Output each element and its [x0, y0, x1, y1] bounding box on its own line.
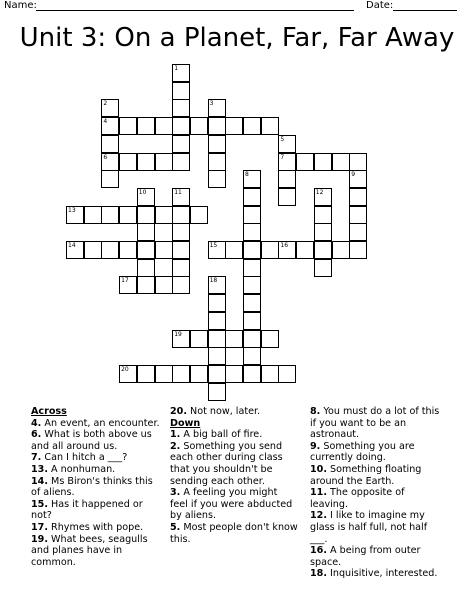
- clue: [31, 452, 161, 464]
- clue-text: An event, an encounter.: [41, 417, 160, 429]
- crossword-cell[interactable]: [137, 276, 155, 294]
- date-label: Date:: [366, 0, 394, 11]
- crossword-cell[interactable]: [172, 223, 190, 241]
- crossword-cell[interactable]: [155, 241, 173, 259]
- clue-number: 4.: [31, 417, 42, 429]
- clue-number: 9.: [310, 440, 321, 452]
- clue-text: Ms Biron's thinks this of aliens.: [31, 475, 153, 499]
- clue: [31, 476, 161, 499]
- clue-text: Can I hitch a ___?: [41, 452, 128, 464]
- crossword-cell[interactable]: [208, 241, 226, 259]
- clue-number: 19.: [31, 533, 48, 545]
- crossword-cell[interactable]: [155, 365, 173, 383]
- crossword-cell[interactable]: [243, 188, 261, 206]
- crossword-cell[interactable]: [225, 241, 243, 259]
- crossword-cell[interactable]: [278, 170, 296, 188]
- crossword-cell[interactable]: [278, 135, 296, 153]
- clue-number: 4: [103, 118, 108, 126]
- crossword-cell[interactable]: [172, 82, 190, 100]
- clue-text: A nonhuman.: [48, 463, 116, 475]
- crossword-cell[interactable]: [296, 241, 314, 259]
- clue-number: 17.: [31, 521, 48, 533]
- clue-text: A big ball of fire.: [180, 429, 263, 441]
- crossword-cell[interactable]: [137, 223, 155, 241]
- crossword-cell[interactable]: [208, 99, 226, 117]
- crossword-cell[interactable]: [208, 170, 226, 188]
- crossword-cell[interactable]: [314, 206, 332, 224]
- clue-number: 11.: [310, 487, 327, 499]
- across-list-continued: [170, 406, 298, 418]
- clue: [31, 418, 161, 430]
- crossword-cell[interactable]: [119, 117, 137, 135]
- crossword-cell[interactable]: [101, 135, 119, 153]
- down-list-continued: [310, 406, 440, 580]
- crossword-cell[interactable]: [243, 294, 261, 312]
- clue-number: 16.: [310, 545, 327, 557]
- clue-number: 20: [121, 365, 129, 373]
- crossword-cell[interactable]: [208, 135, 226, 153]
- clue-text: I like to imagine my glass is half full, not half ___.: [310, 510, 428, 545]
- clue-number: 7: [280, 153, 285, 161]
- clue-text: What bees, seagulls and planes have in common.: [31, 533, 148, 568]
- clue-text: Has it happened or not?: [31, 498, 143, 522]
- clue-number: 8: [245, 171, 249, 179]
- crossword-cell[interactable]: [137, 117, 155, 135]
- clue-text: Something floating around the Earth.: [310, 463, 422, 487]
- crossword-cell[interactable]: [190, 365, 208, 383]
- crossword-cell[interactable]: [349, 153, 367, 171]
- clue-number: 19: [174, 330, 182, 338]
- crossword-cell[interactable]: [137, 153, 155, 171]
- crossword-cell[interactable]: [243, 276, 261, 294]
- clue-number: 13: [68, 206, 76, 214]
- clue-number: 10: [138, 188, 147, 196]
- crossword-cell[interactable]: [155, 153, 173, 171]
- crossword-cell[interactable]: [261, 330, 279, 348]
- crossword-cell[interactable]: [172, 153, 190, 171]
- down-list: [170, 429, 298, 545]
- clue-text: What is both above us and all around us.: [31, 429, 152, 452]
- crossword-cell[interactable]: [66, 206, 84, 224]
- crossword-cell[interactable]: [119, 365, 137, 383]
- clue: [31, 464, 161, 476]
- crossword-cell[interactable]: [84, 206, 102, 224]
- clue-text: The opposite of leaving.: [310, 487, 405, 510]
- clue-text: A being from outer space.: [310, 545, 421, 568]
- crossword-cell[interactable]: [225, 330, 243, 348]
- clue-number: 2: [103, 100, 108, 108]
- clue: [31, 534, 161, 569]
- down-clues-col-2: [310, 406, 440, 580]
- clue-number: 15: [209, 242, 218, 249]
- crossword-cell[interactable]: [172, 99, 190, 117]
- crossword-cell[interactable]: [101, 206, 119, 224]
- crossword-cell[interactable]: [349, 241, 367, 259]
- clue-text: Something you are currently doing.: [310, 440, 415, 464]
- crossword-cell[interactable]: [349, 206, 367, 224]
- crossword-cell[interactable]: [208, 383, 226, 401]
- clue: [170, 441, 298, 487]
- crossword-cell[interactable]: [101, 99, 119, 117]
- clue: [31, 499, 161, 522]
- clue-number: 12: [315, 188, 324, 196]
- crossword-cell[interactable]: [278, 153, 296, 171]
- crossword-cell[interactable]: [172, 259, 190, 277]
- crossword-cell[interactable]: [172, 206, 190, 224]
- crossword-cell[interactable]: [225, 365, 243, 383]
- crossword-cell[interactable]: [243, 117, 261, 135]
- crossword-cell[interactable]: [190, 206, 208, 224]
- clue-number: 18: [209, 277, 218, 285]
- crossword-cell[interactable]: [243, 330, 261, 348]
- crossword-cell[interactable]: [243, 312, 261, 330]
- clue-number: 10.: [310, 463, 327, 475]
- clue: [170, 522, 298, 545]
- clue-number: 13.: [31, 463, 48, 475]
- across-clues: [31, 406, 161, 568]
- clue-number: 8.: [310, 406, 321, 417]
- clue: [310, 510, 440, 545]
- crossword-cell[interactable]: [137, 206, 155, 224]
- crossword-cell[interactable]: [278, 188, 296, 206]
- crossword-cell[interactable]: [101, 170, 119, 188]
- crossword-cell[interactable]: [119, 241, 137, 259]
- clue-number: 3: [209, 100, 214, 108]
- crossword-cell[interactable]: [243, 223, 261, 241]
- crossword-cell[interactable]: [208, 347, 226, 365]
- clue-number: 18.: [310, 568, 327, 580]
- down-heading: Down: [170, 417, 201, 429]
- crossword-cell[interactable]: [101, 153, 119, 171]
- crossword-cell[interactable]: [243, 206, 261, 224]
- crossword-cell[interactable]: [208, 330, 226, 348]
- crossword-cell[interactable]: [314, 153, 332, 171]
- crossword-cell[interactable]: [349, 170, 367, 188]
- crossword-cell[interactable]: [208, 276, 226, 294]
- crossword-cell[interactable]: [172, 276, 190, 294]
- crossword-cell[interactable]: [190, 330, 208, 348]
- crossword-cell[interactable]: [101, 117, 119, 135]
- clue-text: Something you send each other during class that you shouldn't be sending each other.: [170, 440, 283, 487]
- crossword-cell[interactable]: [349, 223, 367, 241]
- clue-number: 16: [280, 242, 289, 249]
- clue: [310, 568, 440, 580]
- clue: [310, 464, 440, 487]
- clue-number: 1: [174, 65, 179, 72]
- clue-number: 15.: [31, 498, 48, 510]
- crossword-cell[interactable]: [243, 170, 261, 188]
- crossword-cell[interactable]: [278, 365, 296, 383]
- crossword-cell[interactable]: [261, 365, 279, 383]
- across-heading: Across: [31, 406, 67, 417]
- clue: [310, 441, 440, 464]
- crossword-cell[interactable]: [278, 241, 296, 259]
- clue-number: 14: [68, 242, 76, 249]
- crossword-cell[interactable]: [314, 223, 332, 241]
- clue: [310, 545, 440, 568]
- clue-text: Most people don't know this.: [170, 521, 298, 545]
- clue-number: 1.: [170, 429, 181, 441]
- clue-number: 17: [121, 277, 129, 285]
- crossword-cell[interactable]: [190, 117, 208, 135]
- clue: [310, 487, 440, 510]
- crossword-cell[interactable]: [243, 241, 261, 259]
- crossword-cell[interactable]: [243, 347, 261, 365]
- crossword-cell[interactable]: [137, 241, 155, 259]
- clue: [31, 429, 161, 452]
- clue-number: 14.: [31, 475, 48, 487]
- down-clues-col-1: [170, 406, 298, 545]
- clue-number: 2.: [170, 440, 181, 452]
- crossword-cell[interactable]: [208, 312, 226, 330]
- page-title: Unit 3: On a Planet, Far, Far Away: [19, 23, 455, 53]
- clue-number: 11: [174, 188, 182, 196]
- crossword-cell[interactable]: [172, 117, 190, 135]
- crossword-cell[interactable]: [261, 241, 279, 259]
- clue-number: 12.: [310, 510, 327, 522]
- clue-text: A feeling you might feel if you were abducted by aliens.: [170, 487, 293, 522]
- crossword-cell[interactable]: [349, 188, 367, 206]
- crossword-cell[interactable]: [119, 276, 137, 294]
- crossword-cell[interactable]: [243, 365, 261, 383]
- crossword-cell[interactable]: [172, 135, 190, 153]
- crossword-cell[interactable]: [314, 259, 332, 277]
- clue-number: 7.: [31, 452, 42, 464]
- crossword-cell[interactable]: [137, 188, 155, 206]
- clue: [310, 406, 440, 441]
- crossword-cell[interactable]: [172, 365, 190, 383]
- clue-number: 9: [351, 171, 356, 179]
- clue-number: 5: [280, 135, 285, 143]
- crossword-cell[interactable]: [208, 294, 226, 312]
- crossword-cell[interactable]: [155, 276, 173, 294]
- crossword-cell[interactable]: [314, 241, 332, 259]
- crossword-cell[interactable]: [137, 259, 155, 277]
- crossword-cell[interactable]: [296, 153, 314, 171]
- crossword-cell[interactable]: [84, 241, 102, 259]
- name-label: Name:: [4, 0, 37, 11]
- clue-number: 6.: [31, 429, 42, 441]
- clue-number: 3.: [170, 487, 181, 499]
- crossword-cell[interactable]: [208, 365, 226, 383]
- clue-number: 6: [103, 153, 108, 161]
- crossword-cell[interactable]: [243, 259, 261, 277]
- crossword-cell[interactable]: [66, 241, 84, 259]
- crossword-cell[interactable]: [208, 153, 226, 171]
- crossword-cell[interactable]: [172, 241, 190, 259]
- clue: [170, 487, 298, 522]
- clue-number: 5.: [170, 521, 181, 533]
- crossword-cell[interactable]: [261, 117, 279, 135]
- crossword-cell[interactable]: [332, 153, 350, 171]
- clue: [170, 406, 298, 418]
- crossword-cell[interactable]: [172, 330, 190, 348]
- crossword-cell[interactable]: [101, 241, 119, 259]
- clue-text: Inquisitive, interested.: [327, 568, 438, 580]
- clue-text: You must do a lot of this if you want to be an astronaut.: [310, 406, 440, 441]
- crossword-cell[interactable]: [314, 188, 332, 206]
- clue: [170, 429, 298, 441]
- crossword-cell[interactable]: [225, 117, 243, 135]
- crossword-cell[interactable]: [332, 241, 350, 259]
- crossword-cell[interactable]: [172, 64, 190, 82]
- crossword-cell[interactable]: [119, 206, 137, 224]
- clue: [31, 522, 161, 534]
- clue-text: Rhymes with pope.: [48, 521, 144, 533]
- crossword-cell[interactable]: [172, 188, 190, 206]
- clue-number: 20.: [170, 406, 187, 417]
- crossword-cell[interactable]: [137, 365, 155, 383]
- crossword-cell[interactable]: [155, 117, 173, 135]
- crossword-cell[interactable]: [155, 206, 173, 224]
- across-list: [31, 418, 161, 569]
- crossword-cell[interactable]: [208, 117, 226, 135]
- crossword-cell[interactable]: [119, 153, 137, 171]
- clue-text: Not now, later.: [187, 406, 261, 417]
